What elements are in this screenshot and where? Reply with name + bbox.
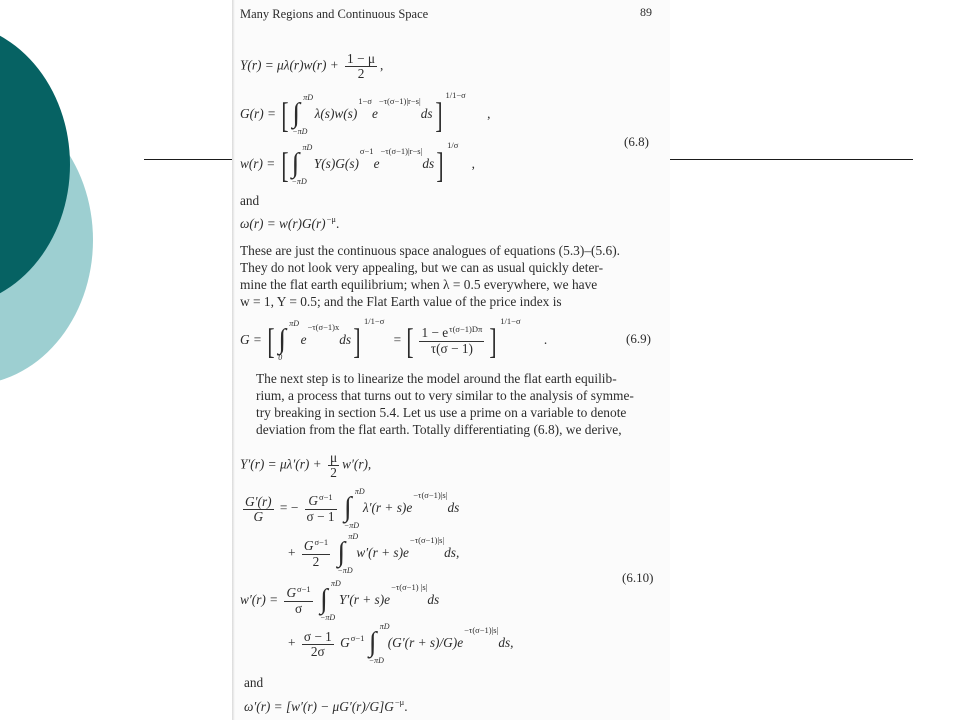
equation-number-6-9: (6.9): [626, 331, 651, 346]
equation-G: G(r) = [ ∫ πD −πD $\lambda(s)w(s)^{1-\sigma}e^{-\tau(\sigma-1)|r-s|}ds$] $^{1/1-\sigma}$ ,: [240, 90, 491, 136]
equation-omega: $\omega(r) = w(r)G(r)^{-\mu}$.: [240, 214, 340, 231]
equation-number-6-8: (6.8): [624, 134, 649, 149]
scanned-book-page: [232, 0, 670, 720]
equation-G-prime-line1: $\frac{G'(r)}{G}$ = − $\frac{G^{\sigma-1}}{\sigma - 1}$ ∫ πD −πD $\lambda'(r + s)e^{-\tau(\sigma-1)|s|}ds$: [245, 487, 460, 530]
connector-and-1: and: [240, 193, 260, 208]
connector-and-2: and: [244, 675, 264, 690]
title-rule-left: [144, 159, 234, 160]
equation-Y-prime: Y′(r) = μλ′(r) + $\frac{\mu}{2}$ w′(r),: [240, 450, 372, 480]
paragraph-linearize: The next step is to linearize the model around the flat earth equilib- rium, a process that turns out to very similar to the analysis of symme- try breaking in section 5.4. Let us use a prime on a variable to denote deviation from the flat earth. Totally differentiating (6.8), we derive,: [256, 371, 634, 437]
paragraph-flat-earth: These are just the continuous space analogues of equations (5.3)–(5.6). They do not look very appealing, but we can as usual quickly deter- mine the flat earth equilibrium; when λ = 0.5 everywhere, we have w = 1, Y = 0.5; and the Flat Earth value of the price index is: [240, 243, 621, 309]
equation-G-prime-line2: + $\frac{G^{\sigma-1}}{2}$ ∫ πD −πD $w'(r + s)e^{-\tau(\sigma-1)|s|}ds$,: [288, 532, 460, 575]
equation-w-prime-line2: + $\frac{\sigma - 1}{2\sigma}$ $G^{\sigma-1}$ ∫ πD −πD $(G'(r + s)/G)e^{-\tau(\sigma-1)|s|}ds$,: [288, 622, 514, 665]
equation-w-prime-line1: w′(r) = $\frac{G^{\sigma-1}}{\sigma}$ ∫ πD −πD $Y'(r + s)e^{-\tau(\sigma-1) |s|}ds$: [240, 579, 440, 622]
equation-G-flat-earth: G = [ ∫ πD 0 $e^{-\tau(\sigma-1)x}ds$] $^{1/1-\sigma}$ = [ $\frac{1 - e^{\tau(\sigma-1)D\pi}}{\tau(\sigma - 1)}$ ] $^{1/1-\sigma}$ .: [240, 316, 548, 362]
equation-number-6-10: (6.10): [622, 570, 654, 585]
equation-w: w(r) = [ ∫ πD −πD $Y(s)G(s)^{\sigma-1}e^{-\tau(\sigma-1)|r-s|}ds$] $^{1/\sigma}$ ,: [240, 140, 475, 186]
page-number: 89: [640, 5, 652, 19]
title-rule-right: [670, 159, 913, 160]
running-head: Many Regions and Continuous Space: [240, 7, 429, 21]
equation-omega-prime: $\omega'(r) = [w'(r) - \mu G'(r)/G]G^{-\mu}$.: [244, 697, 408, 714]
equation-Y: Y(r) = μλ(r)w(r) + $\frac{1 - \mu}{2}$ ,: [240, 51, 384, 81]
